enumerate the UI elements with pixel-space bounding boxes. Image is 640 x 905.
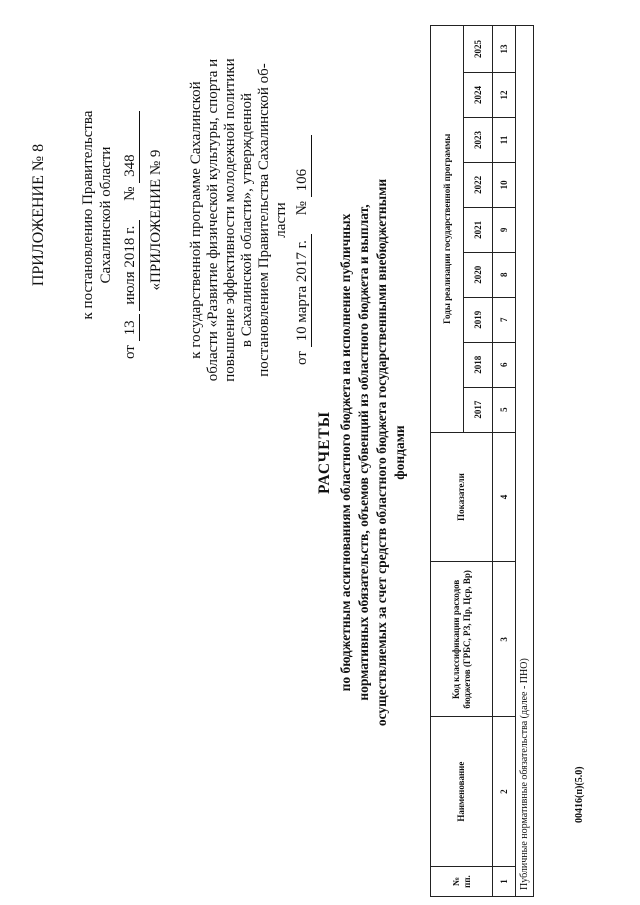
original-number: 106 <box>294 135 312 197</box>
number-label: № <box>122 186 138 201</box>
appendix-date-line <box>122 111 140 359</box>
header-year: 2019 <box>464 297 493 342</box>
index-cell: 12 <box>493 73 516 118</box>
date-month-year: июля 2018 г. <box>122 220 140 311</box>
header-name: Наименование <box>431 717 493 867</box>
document-subtitle-line: фондами <box>392 425 407 480</box>
index-cell: 6 <box>493 342 516 387</box>
calculations-table <box>430 25 534 897</box>
original-appendix-date-line <box>294 135 312 365</box>
header-year: 2021 <box>464 207 493 252</box>
document-title: РАСЧЕТЫ <box>316 411 333 494</box>
appendix-line-2: Сахалинской области <box>98 146 114 284</box>
index-row <box>493 26 516 897</box>
header-years-group: Годы реализации государственной программы <box>431 26 464 433</box>
original-appendix-line: постановлением Правительства Сахалинской об- <box>256 63 272 377</box>
original-appendix-title: «ПРИЛОЖЕНИЕ № 9 <box>148 149 164 291</box>
original-appendix-line: ласти <box>273 202 289 238</box>
original-date: 10 марта 2017 г. <box>294 234 312 347</box>
header-num: № пп. <box>431 867 493 897</box>
number-label: № <box>294 201 310 216</box>
header-row <box>431 26 464 897</box>
index-cell: 1 <box>493 867 516 897</box>
header-year: 2023 <box>464 117 493 162</box>
header-year: 2024 <box>464 73 493 118</box>
index-cell: 13 <box>493 26 516 73</box>
section-label: Публичные нормативные обязательства (далее - ПНО) <box>516 26 534 897</box>
original-appendix-line: области «Развитие физической культуры, спорта и <box>205 58 221 382</box>
date-prefix: от <box>122 345 138 359</box>
original-appendix-line: в Сахалинской области», утвержденной <box>239 92 255 348</box>
document-subtitle-line: осуществляемых за счет средств областного бюджета государственными внебюджетными <box>374 178 389 727</box>
index-cell: 2 <box>493 717 516 867</box>
index-cell: 8 <box>493 252 516 297</box>
header-indicators: Показатели <box>431 432 493 562</box>
date-prefix: от <box>294 351 310 365</box>
section-row <box>516 26 534 897</box>
document-number: 348 <box>122 111 140 183</box>
header-year: 2017 <box>464 387 493 432</box>
header-year: 2022 <box>464 162 493 207</box>
index-cell: 5 <box>493 387 516 432</box>
header-year: 2025 <box>464 26 493 73</box>
header-year: 2018 <box>464 342 493 387</box>
original-appendix-line: к государственной программе Сахалинской <box>188 81 204 359</box>
index-cell: 7 <box>493 297 516 342</box>
header-code: Код классификации расходов бюджетов (ГРБС, РЗ, Пр, Цср, Вр) <box>431 562 493 717</box>
date-day: 13 <box>122 314 140 341</box>
index-cell: 4 <box>493 432 516 562</box>
index-cell: 11 <box>493 117 516 162</box>
index-cell: 3 <box>493 562 516 717</box>
document-subtitle-line: нормативных обязательств, объемов субвенций из областного бюджета и выплат, <box>356 204 371 701</box>
document-subtitle-line: по бюджетным ассигнованиям областного бюджета на исполнение публичных <box>338 213 353 692</box>
header-year: 2020 <box>464 252 493 297</box>
footer-code: 00416(п)(5.0) <box>574 766 585 823</box>
original-appendix-line: повышение эффективности молодежной политики <box>222 58 238 382</box>
appendix-title: ПРИЛОЖЕНИЕ № 8 <box>30 143 47 287</box>
index-cell: 9 <box>493 207 516 252</box>
appendix-line-1: к постановлению Правительства <box>80 110 96 320</box>
index-cell: 10 <box>493 162 516 207</box>
